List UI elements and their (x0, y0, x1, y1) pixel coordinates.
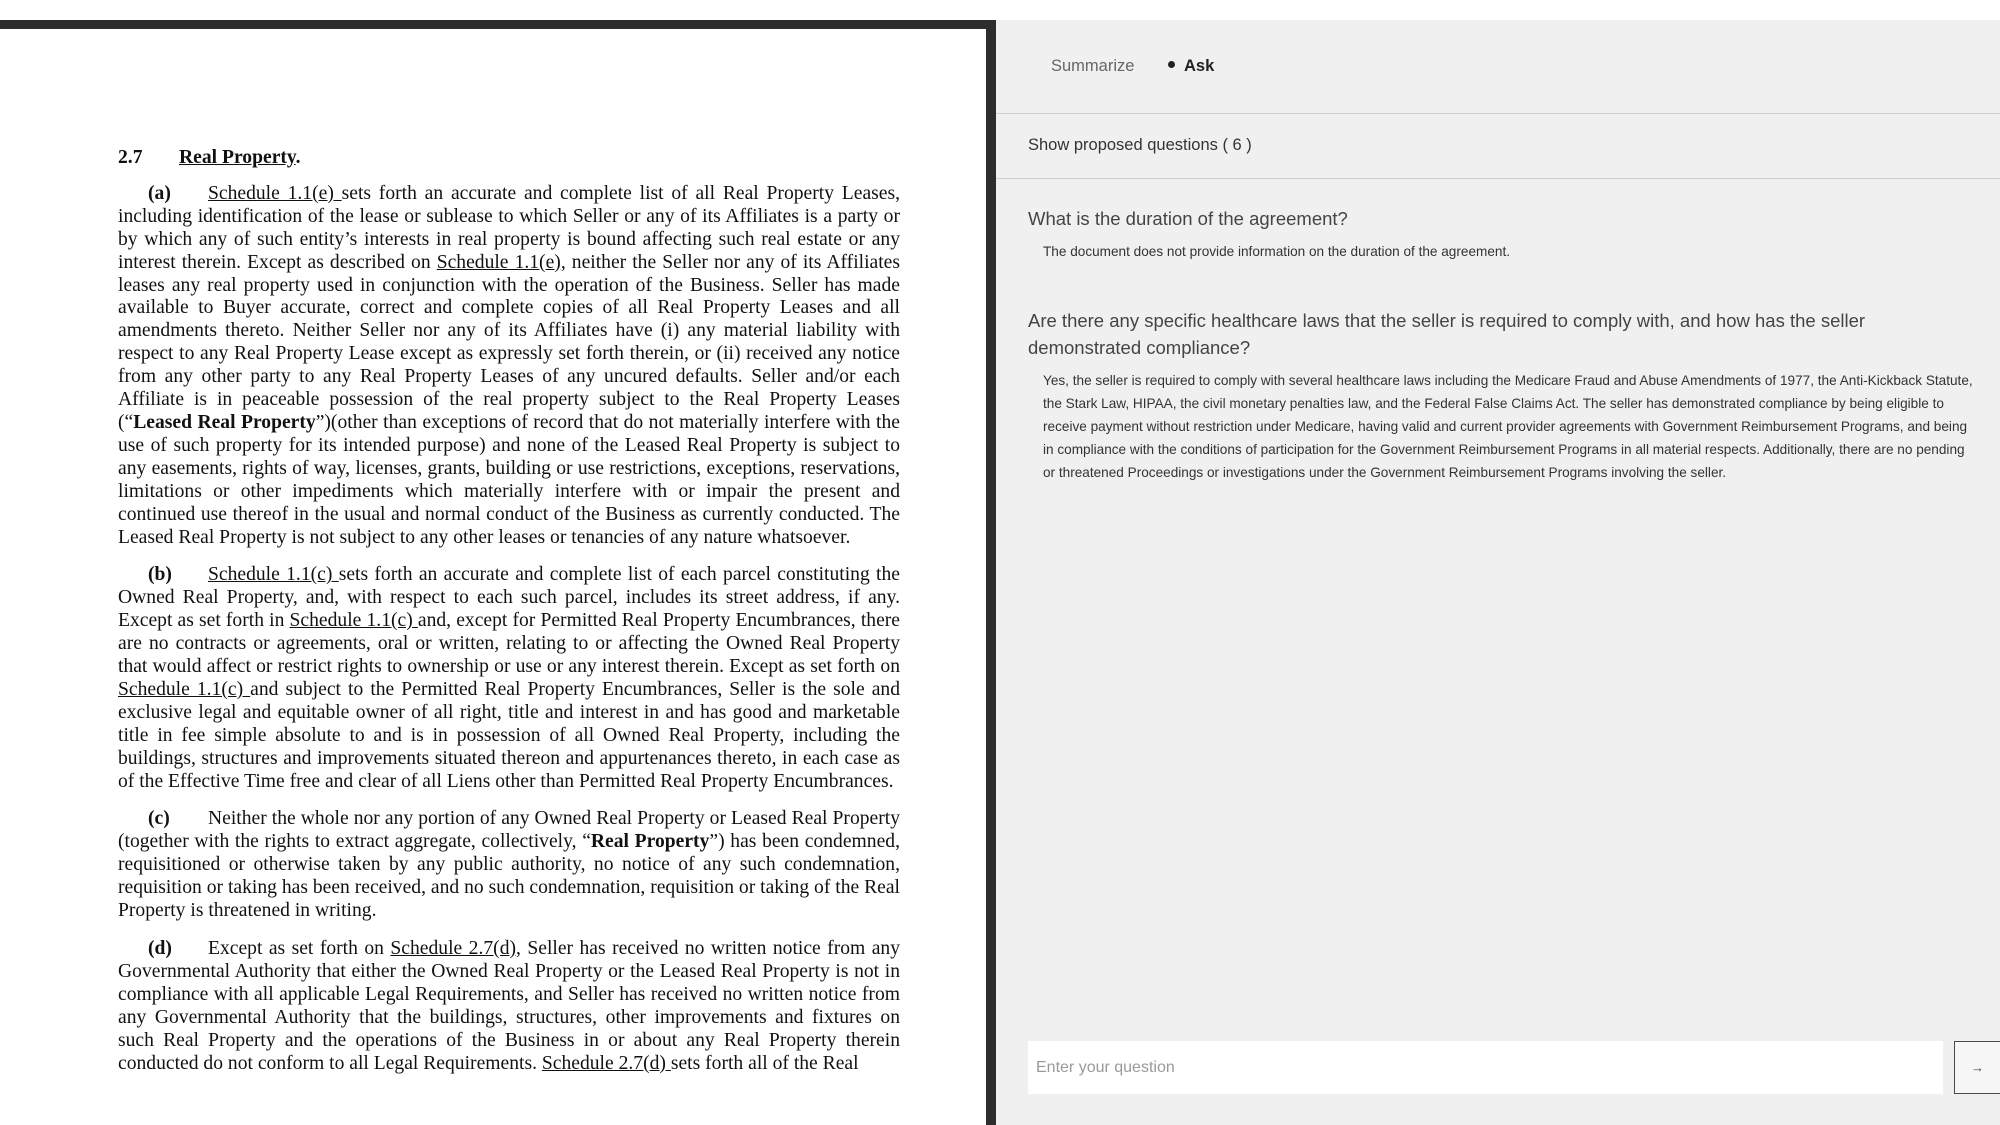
paragraph-label: (a) (148, 182, 171, 204)
document-toolbar (0, 20, 990, 29)
window-top-strip (0, 0, 2000, 20)
paragraph-label: (c) (148, 808, 170, 830)
paragraph-c: (c) Neither the whole nor any portion of any Owned Real Property or Leased Real Property (together with the rights to extract aggregate, collectively, “Real Property”) has been condemned, requisitioned or otherwise taken by any public authority, no notice of any such condemnation, requisition or taking has been received, and no such condemnation, requisition or taking of the Real Property is threatened in writing. (118, 808, 900, 922)
section-number: 2.7 (118, 147, 143, 168)
tab-ask-label: Ask (1184, 57, 1215, 75)
schedule-link[interactable]: Schedule 1.1(e) (436, 251, 561, 273)
question-input[interactable] (1028, 1041, 1943, 1094)
tab-summarize[interactable]: Summarize (1051, 57, 1135, 75)
qa-item (1028, 205, 1978, 263)
send-button[interactable] (1954, 1041, 2000, 1094)
show-proposed-questions-button[interactable]: Show proposed questions ( 6 ) (1028, 136, 1252, 154)
schedule-link[interactable]: Schedule 2.7(d) (390, 938, 517, 959)
schedule-link[interactable]: Schedule 1.1(e) (208, 182, 342, 204)
active-dot-icon (1168, 61, 1175, 68)
paragraph-d: (d) Except as set forth on Schedule 2.7(d), Seller has received no written notice from any Governmental Authority that either the Owned Real Property or the Leased Real Property is not in compliance with all applicable Legal Requirements, and Seller has received no written notice from any Governmental Authority that the buildings, structures, other improvements and fixtures on such Real Property and the operations of the Business in or about any Real Property therein conducted do not conform to all Legal Requirements. Schedule 2.7(d) sets forth all of the Real (118, 938, 900, 1074)
schedule-link[interactable]: Schedule 1.1(c) (289, 610, 418, 632)
qa-answer: Yes, the seller is required to comply with several healthcare laws including the Medicare Fraud and Abuse Amendments of 1977, the Anti-Kickback Statute, the Stark Law, HIPAA, the civil monetary penalties law, and the Federal False Claims Act. The seller has demonstrated compliance by being eligible to receive payment without restriction under Medicare, having valid and current provider agreements with Government Reimbursement Programs, and being in compliance with the conditions of participation for the Government Reimbursement Programs in all material respects. Additionally, there are no pending or threatened Proceedings or investigations under the Government Reimbursement Programs involving the seller. (1043, 373, 1973, 480)
schedule-link[interactable]: Schedule 2.7(d) (541, 1052, 671, 1074)
section-title: Real Property (179, 147, 296, 168)
qa-question: Are there any specific healthcare laws that the seller is required to comply with, and how has the seller demonstrated compliance? (1028, 310, 1866, 358)
mode-tabs (996, 20, 2000, 114)
document-page (118, 147, 900, 1090)
defined-term: Leased Real Property (133, 411, 316, 433)
schedule-link[interactable]: Schedule 1.1(c) (208, 564, 339, 586)
pane-divider[interactable] (986, 20, 996, 1125)
paragraph-label: (d) (148, 938, 172, 959)
arrow-right-icon: → (1971, 1060, 1984, 1075)
assistant-panel (996, 20, 2000, 1125)
defined-term: Real Property (590, 831, 710, 853)
proposed-questions-bar (996, 114, 2000, 179)
paragraph-a: (a) Schedule 1.1(e) sets forth an accurate and complete list of all Real Property Leases, including identification of the lease or sublease to which Seller or any of its Affiliates is a party or by which any of such entity’s interests in real property is bound affecting such real estate or any interest therein. Except as described on Schedule 1.1(e), neither the Seller nor any of its Affiliates leases any real property used in conjunction with the operation of the Business. Seller has made available to Buyer accurate, correct and complete copies of all Real Property Leases and all amendments thereto. Neither Seller nor any of its Affiliates have (i) any material liability with respect to any Real Property Lease except as expressly set forth therein, or (ii) received any notice from any other party to any Real Property Leases of any uncured defaults. Seller and/or each Affiliate is in peaceable possession of the real property subject to the Real Property Leases (“Leased Real Property”)(other than exceptions of record that do not materially interfere with the use of such property for its intended purpose) and none of the Leased Real Property is subject to any easements, rights of way, licenses, grants, building or use restrictions, exceptions, reservations, limitations or other impediments which materially interfere with or impair the present and continued use thereof in the usual and normal conduct of the Business as currently conducted. The Leased Real Property is not subject to any other leases or tenancies of any nature whatsoever. (118, 182, 900, 548)
section-heading: 2.7 Real Property. (118, 147, 301, 168)
document-viewer[interactable] (0, 29, 986, 1125)
paragraph-b: (b) Schedule 1.1(c) sets forth an accurate and complete list of each parcel constituting the Owned Real Property, and, with respect to each such parcel, includes its street address, if any. Except as set forth in Schedule 1.1(c) and, except for Permitted Real Property Encumbrances, there are no contracts or agreements, oral or written, relating to or affecting the Owned Real Property that would affect or restrict rights to ownership or use or any interest therein. Except as set forth on Schedule 1.1(c) and subject to the Permitted Real Property Encumbrances, Seller is the sole and exclusive legal and equitable owner of all right, title and interest in and has good and marketable title in fee simple absolute to and is in possession of all Owned Real Property, including the buildings, structures and improvements situated thereon and appurtenances thereto, in each case as of the Effective Time free and clear of all Liens other than Permitted Real Property Encumbrances. (118, 564, 900, 792)
qa-question: What is the duration of the agreement? (1028, 208, 1348, 229)
paragraph-label: (b) (148, 564, 172, 586)
qa-item (1028, 307, 1978, 484)
schedule-link[interactable]: Schedule 1.1(c) (118, 678, 251, 700)
tab-ask[interactable] (1168, 57, 1214, 76)
qa-answer: The document does not provide information on the duration of the agreement. (1043, 244, 1511, 259)
